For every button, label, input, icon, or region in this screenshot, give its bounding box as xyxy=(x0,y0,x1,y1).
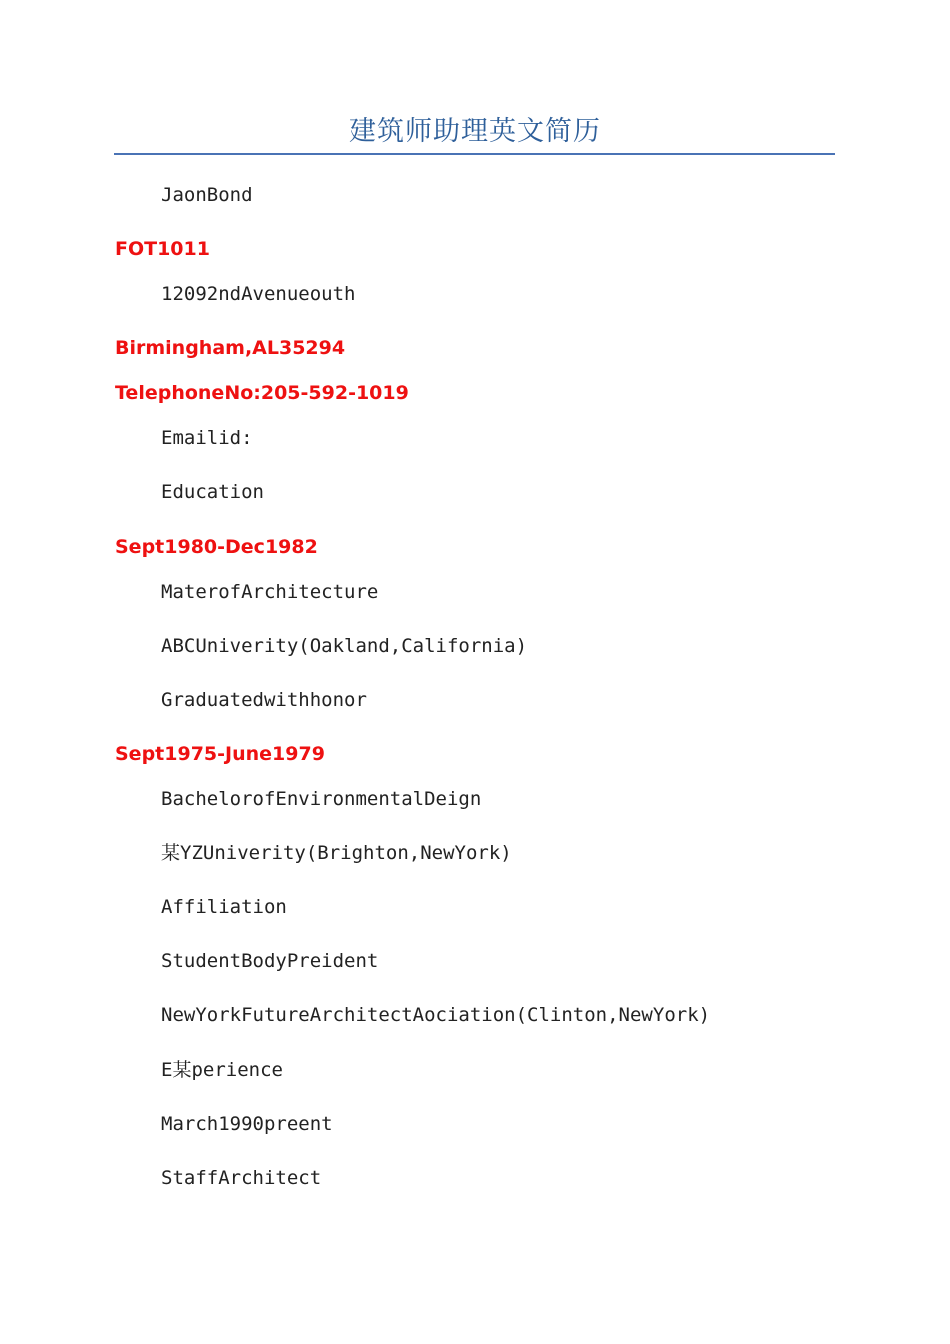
email-label: Emailid: xyxy=(161,427,253,449)
resume-code: FOT1011 xyxy=(115,238,210,260)
experience-dates: March1990preent xyxy=(161,1113,333,1135)
section-experience: E某perience xyxy=(161,1059,283,1081)
address-city: Birmingham,AL35294 xyxy=(115,337,346,359)
affiliation-role: StudentBodyPreident xyxy=(161,950,379,972)
section-education: Education xyxy=(161,481,264,503)
education-school-1: ABCUniverity(Oakland,California) xyxy=(161,635,528,657)
affiliation-organization: NewYorkFutureArchitectAociation(Clinton,NewYork) xyxy=(161,1004,711,1026)
telephone: TelephoneNo:205-592-1019 xyxy=(115,382,409,404)
education-honor: Graduatedwithhonor xyxy=(161,689,367,711)
title-underline xyxy=(114,153,835,155)
address-street: 12092ndAvenueouth xyxy=(161,283,356,305)
section-affiliation: Affiliation xyxy=(161,896,287,918)
resume-name: JaonBond xyxy=(161,184,253,206)
education-dates-1: Sept1980-Dec1982 xyxy=(115,536,318,558)
education-dates-2: Sept1975-June1979 xyxy=(115,743,325,765)
document-title: 建筑师助理英文简历 xyxy=(349,116,601,147)
education-school-2: 某YZUniverity(Brighton,NewYork) xyxy=(161,842,512,864)
education-degree-1: MaterofArchitecture xyxy=(161,581,379,603)
experience-title: StaffArchitect xyxy=(161,1167,322,1189)
education-degree-2: BachelorofEnvironmentalDeign xyxy=(161,788,482,810)
